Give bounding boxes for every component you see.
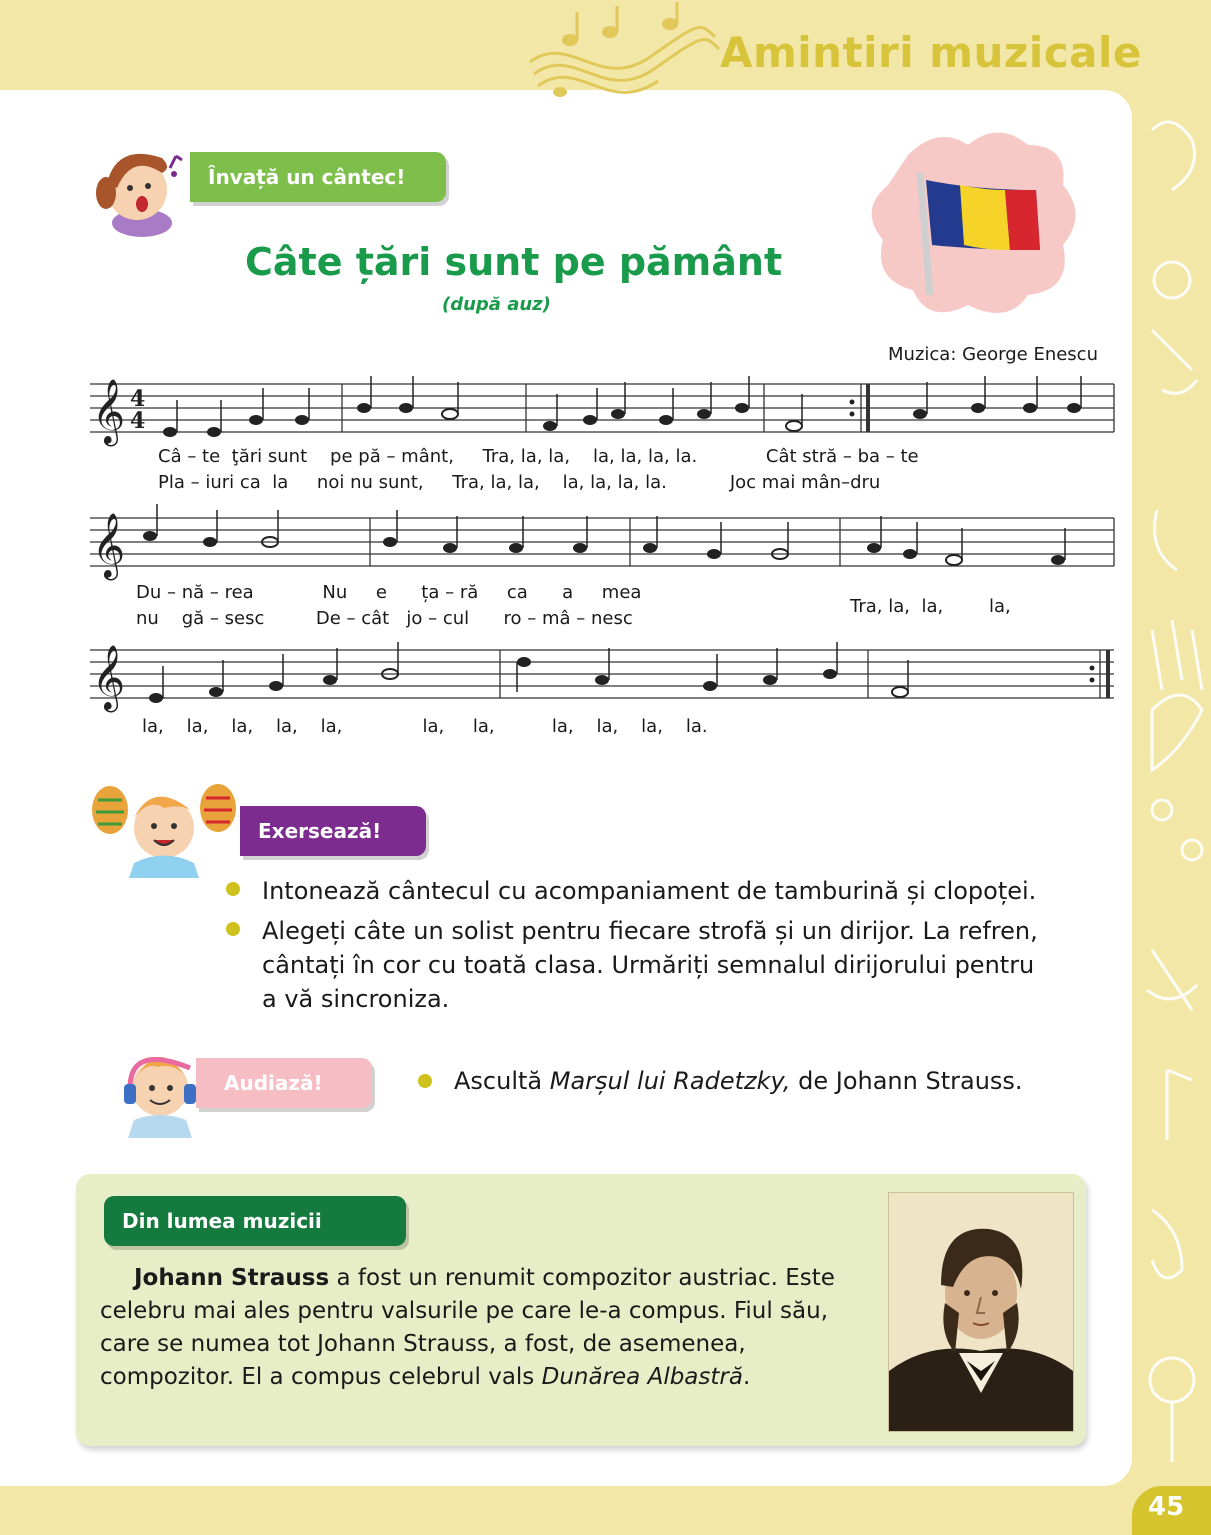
side-instruments-decoration — [1132, 90, 1211, 1486]
svg-text:4: 4 — [130, 408, 146, 434]
music-world-banner: Din lumea muzicii — [104, 1196, 408, 1246]
exercise-item-2: Alegeți câte un solist pentru fiecare strofă și un dirijor. La refren, cântați în cor cu toată clasa. Urmăriți semnalul dirijorului pentru a vă sincroniza. — [262, 917, 1038, 1013]
lyrics-row2-refrain: Tra, la, la, la, — [850, 596, 1011, 617]
lyrics-row1-verse1: Câ – te ţări sunt pe pă – mânt, Tra, la, la, la, la, la, la. Cât stră – ba – te — [158, 446, 919, 467]
johann-strauss-portrait — [888, 1192, 1074, 1432]
music-notes-icon — [520, 2, 720, 112]
maracas-boy-icon — [84, 778, 244, 878]
page-header-title: Amintiri muzicale — [720, 28, 1142, 77]
svg-text:4: 4 — [130, 386, 146, 412]
lyrics-row2-verse2: nu gă – sesc De – cât jo – cul ro – mâ – nesc — [136, 608, 633, 629]
listen-item: Ascultă Marșul lui Radetzky, de Johann Strauss. — [454, 1067, 1023, 1095]
lyrics-row2-verse1: Du – nă – rea Nu e ța – ră ca a mea — [136, 582, 642, 603]
svg-text:𝄞: 𝄞 — [92, 513, 126, 578]
lyrics-row3: la, la, la, la, la, la, la, la, la, la, la. — [142, 716, 708, 737]
bullet-icon — [418, 1074, 432, 1088]
headphones-boy-icon — [120, 1042, 200, 1142]
svg-text:𝄞: 𝄞 — [92, 379, 126, 444]
page-number: 45 — [1132, 1486, 1211, 1535]
listen-banner: Audiază! — [196, 1058, 392, 1108]
music-world-text: Johann Strauss a fost un renumit compozitor austriac. Este celebru mai ales pentru valsurile pe care le-a compus. Fiul său, care se numea tot Johann Strauss, a fost, de asemenea, compozitor. El a compus celebrul vals Dunărea Albastră. — [100, 1265, 835, 1390]
lyrics-row1-verse2: Pla – iuri ca la noi nu sunt, Tra, la, la, la, la, la, la. Joc mai mân–dru — [158, 472, 881, 493]
song-subtitle: (după auz) — [442, 294, 551, 315]
composer-credit: Muzica: George Enescu — [888, 344, 1098, 365]
svg-text:𝄞: 𝄞 — [92, 645, 126, 710]
learn-song-banner: Învață un cântec! — [190, 152, 446, 202]
song-title: Câte țări sunt pe pământ — [245, 240, 783, 284]
music-score — [90, 370, 1120, 715]
bullet-icon — [226, 922, 240, 936]
romanian-flag-icon — [868, 125, 1080, 330]
exercise-banner: Exersează! — [240, 806, 428, 856]
portrait-image — [889, 1193, 1073, 1431]
exercise-item-1: Intonează cântecul cu acompaniament de tamburină și clopoței. — [262, 877, 1037, 905]
singing-girl-icon — [92, 138, 192, 238]
bullet-icon — [226, 882, 240, 896]
